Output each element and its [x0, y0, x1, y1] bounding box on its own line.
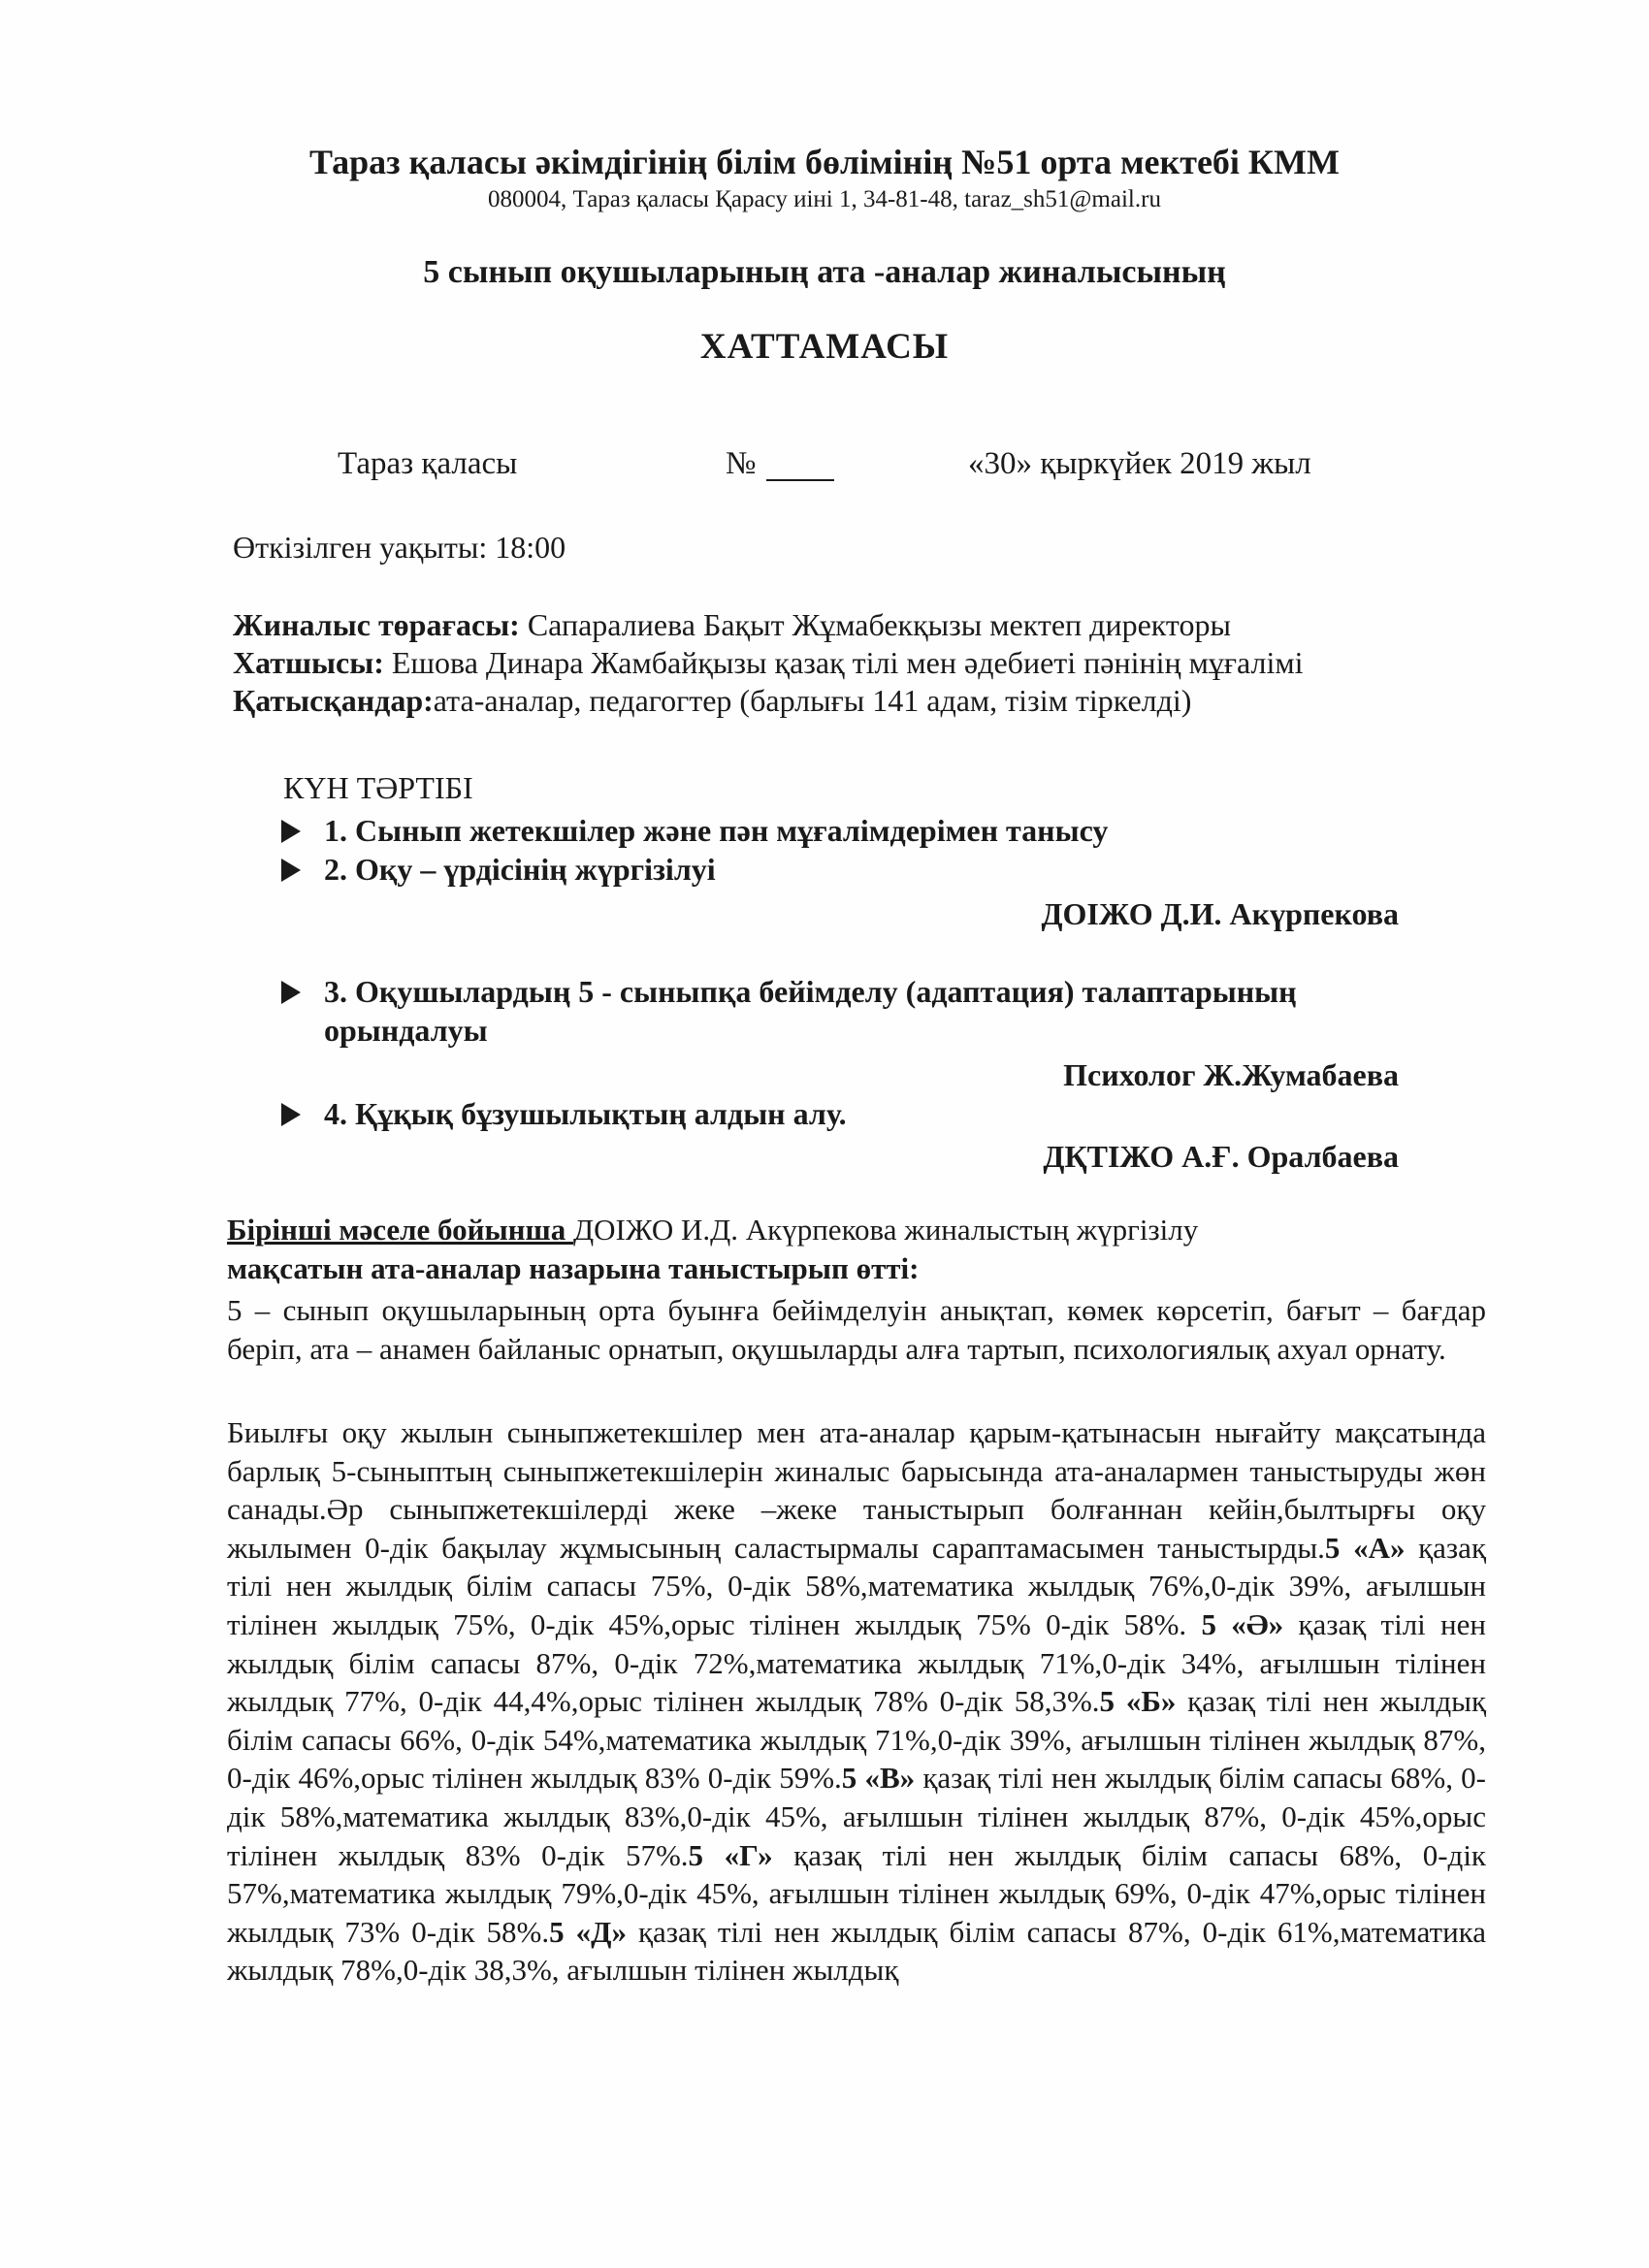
- class-5v-label: 5 «В»: [841, 1761, 916, 1796]
- agenda-responsible-4: ДҚТІЖО А.Ғ. Оралбаева: [1043, 1139, 1399, 1174]
- agenda-item-1-text: 1. Сынып жетекшілер және пән мұғалімдерімен танысу: [324, 813, 1109, 848]
- document-title: ХАТТАМАСЫ: [699, 327, 950, 367]
- agenda-item-2-text: 2. Оқу – үрдісінің жүргізілуі: [324, 852, 716, 887]
- chair-row: [233, 607, 1231, 643]
- class-5b-label: 5 «Б»: [1099, 1684, 1177, 1719]
- agenda-responsible-2: ДОІЖО Д.И. Акүрпекова: [1041, 896, 1399, 931]
- class-5a-results: қазақ тілі нен жылдық білім сапасы 75%, 0-дік 58%,математика жылдық 76%,0-дік 39%, ағылшын тілінен жылдық 75%, 0-дік 45%,орыс тілінен жылдық 75% 0-дік 58%.: [227, 1530, 1487, 1641]
- class-5a-label: 5 «А»: [1324, 1530, 1406, 1565]
- first-issue-paragraph: [227, 1211, 1486, 1287]
- bullet-arrow-icon: [281, 820, 301, 843]
- protocol-number-blank: [766, 479, 834, 481]
- city-label: Тараз қаласы: [338, 446, 518, 481]
- class-5d-results: қазақ тілі нен жылдық білім сапасы 87%, 0-дік 61%,математика жылдық 78%,0-дік 38,3%, ағылшын тілінен жылдық: [227, 1914, 1487, 1988]
- agenda-responsible-3: Психолог Ж.Жумабаева: [1063, 1057, 1399, 1092]
- class-5ae-label: 5 «Ә»: [1201, 1606, 1284, 1641]
- bullet-arrow-icon: [281, 981, 301, 1004]
- document-subject: 5 сынып оқушыларының ата -аналар жиналысының: [423, 254, 1226, 290]
- class-5b-results: қазақ тілі нен жылдық білім сапасы 66%, 0-дік 54%,математика жылдық 71%,0-дік 39%, ағылшын тілінен жылдық 87%, 0-дік 46%,орыс тілінен жылдық 83% 0-дік 59%.: [227, 1684, 1487, 1796]
- attendees-label: Қатысқандар:: [233, 683, 434, 718]
- agenda-item-1: [281, 813, 1108, 849]
- agenda-item-4-text: 4. Құқық бұзушылықтың алдын алу.: [324, 1096, 847, 1131]
- secretary-value: Ешова Динара Жамбайқызы қазақ тілі мен әдебиеті пәнінің мұғалімі: [383, 645, 1304, 680]
- meeting-time: Өткізілген уақыты: 18:00: [233, 530, 566, 565]
- agenda-item-4: [281, 1096, 847, 1132]
- class-5g-label: 5 «Г»: [688, 1837, 773, 1872]
- agenda-item-3-text: 3. Оқушылардың 5 - сыныпқа бейімделу (адаптация) талаптарының: [324, 974, 1297, 1009]
- organization-name: Тараз қаласы әкімдігінің білім бөлімінің №51 орта мектебі КММ: [309, 143, 1340, 181]
- agenda-title: КҮН ТӘРТІБІ: [283, 770, 473, 805]
- chair-value: Сапаралиева Бақыт Жұмабекқызы мектеп директоры: [519, 607, 1231, 642]
- agenda-item-3-continuation: орындалуы: [324, 1013, 488, 1048]
- agenda-item-2: [281, 852, 716, 888]
- protocol-date: «30» қыркүйек 2019 жыл: [968, 446, 1311, 481]
- bullet-arrow-icon: [281, 859, 301, 882]
- protocol-number-label: №: [726, 446, 757, 481]
- first-issue-text: ДОІЖО И.Д. Акүрпекова жиналыстың жүргізілу: [572, 1213, 1199, 1247]
- class-5d-label: 5 «Д»: [549, 1914, 627, 1949]
- organization-address: 080004, Тараз қаласы Қарасу иіні 1, 34-81-48, taraz_sh51@mail.ru: [488, 186, 1161, 212]
- first-issue-line2: мақсатын ата-аналар назарына таныстырып өтті:: [227, 1250, 920, 1285]
- chair-label: Жиналыс төрағасы:: [233, 607, 520, 642]
- results-intro: Биылғы оқу жылын сыныпжетекшілер мен ата-аналар қарым-қатынасын нығайту мақсатында барлық 5-сыныптың сыныпжетекшілерін жиналыс барысында ата-аналармен таныстыруды жөн санады.Әр сыныпжетекшілерді жеке –жеке таныстырып болғаннан кейін,былтырғы оқу жылымен 0-дік бақылау жұмысының саластырмалы сараптамасымен таныстырды.: [227, 1415, 1486, 1565]
- bullet-arrow-icon: [281, 1103, 301, 1126]
- class-5v-results: қазақ тілі нен жылдық білім сапасы 68%, 0-дік 58%,математика жылдық 83%,0-дік 45%, ағылшын тілінен жылдық 87%, 0-дік 45%,орыс тілінен жылдық 83% 0-дік 57%.: [227, 1761, 1487, 1872]
- first-issue-lead: Бірінші мәселе бойынша: [227, 1213, 573, 1247]
- attendees-value: ата-аналар, педагогтер (барлығы 141 адам, тізім тіркелді): [433, 683, 1192, 718]
- results-paragraph: [227, 1413, 1486, 1990]
- agenda-item-3: [281, 974, 1297, 1010]
- secretary-label: Хатшысы:: [233, 645, 384, 680]
- attendees-row: [233, 683, 1191, 719]
- goals-paragraph: 5 – сынып оқушыларының орта буынға бейімделуін анықтап, көмек көрсетіп, бағыт – бағдар беріп, ата – анамен байланыс орнатып, оқушыларды алға тартып, психологиялық ахуал орнату.: [227, 1293, 1486, 1366]
- class-5ae-results: қазақ тілі нен жылдық білім сапасы 87%, 0-дік 72%,математика жылдық 71%,0-дік 34%, ағылшын тілінен жылдық 77%, 0-дік 44,4%,орыс тілінен жылдық 78% 0-дік 58,3%.: [227, 1606, 1486, 1719]
- class-5g-results: қазақ тілі нен жылдық білім сапасы 68%, 0-дік 57%,математика жылдық 79%,0-дік 45%, ағылшын тілінен жылдық 69%, 0-дік 47%,орыс тілінен жылдық 73% 0-дік 58%.: [227, 1837, 1486, 1949]
- secretary-row: [233, 645, 1304, 681]
